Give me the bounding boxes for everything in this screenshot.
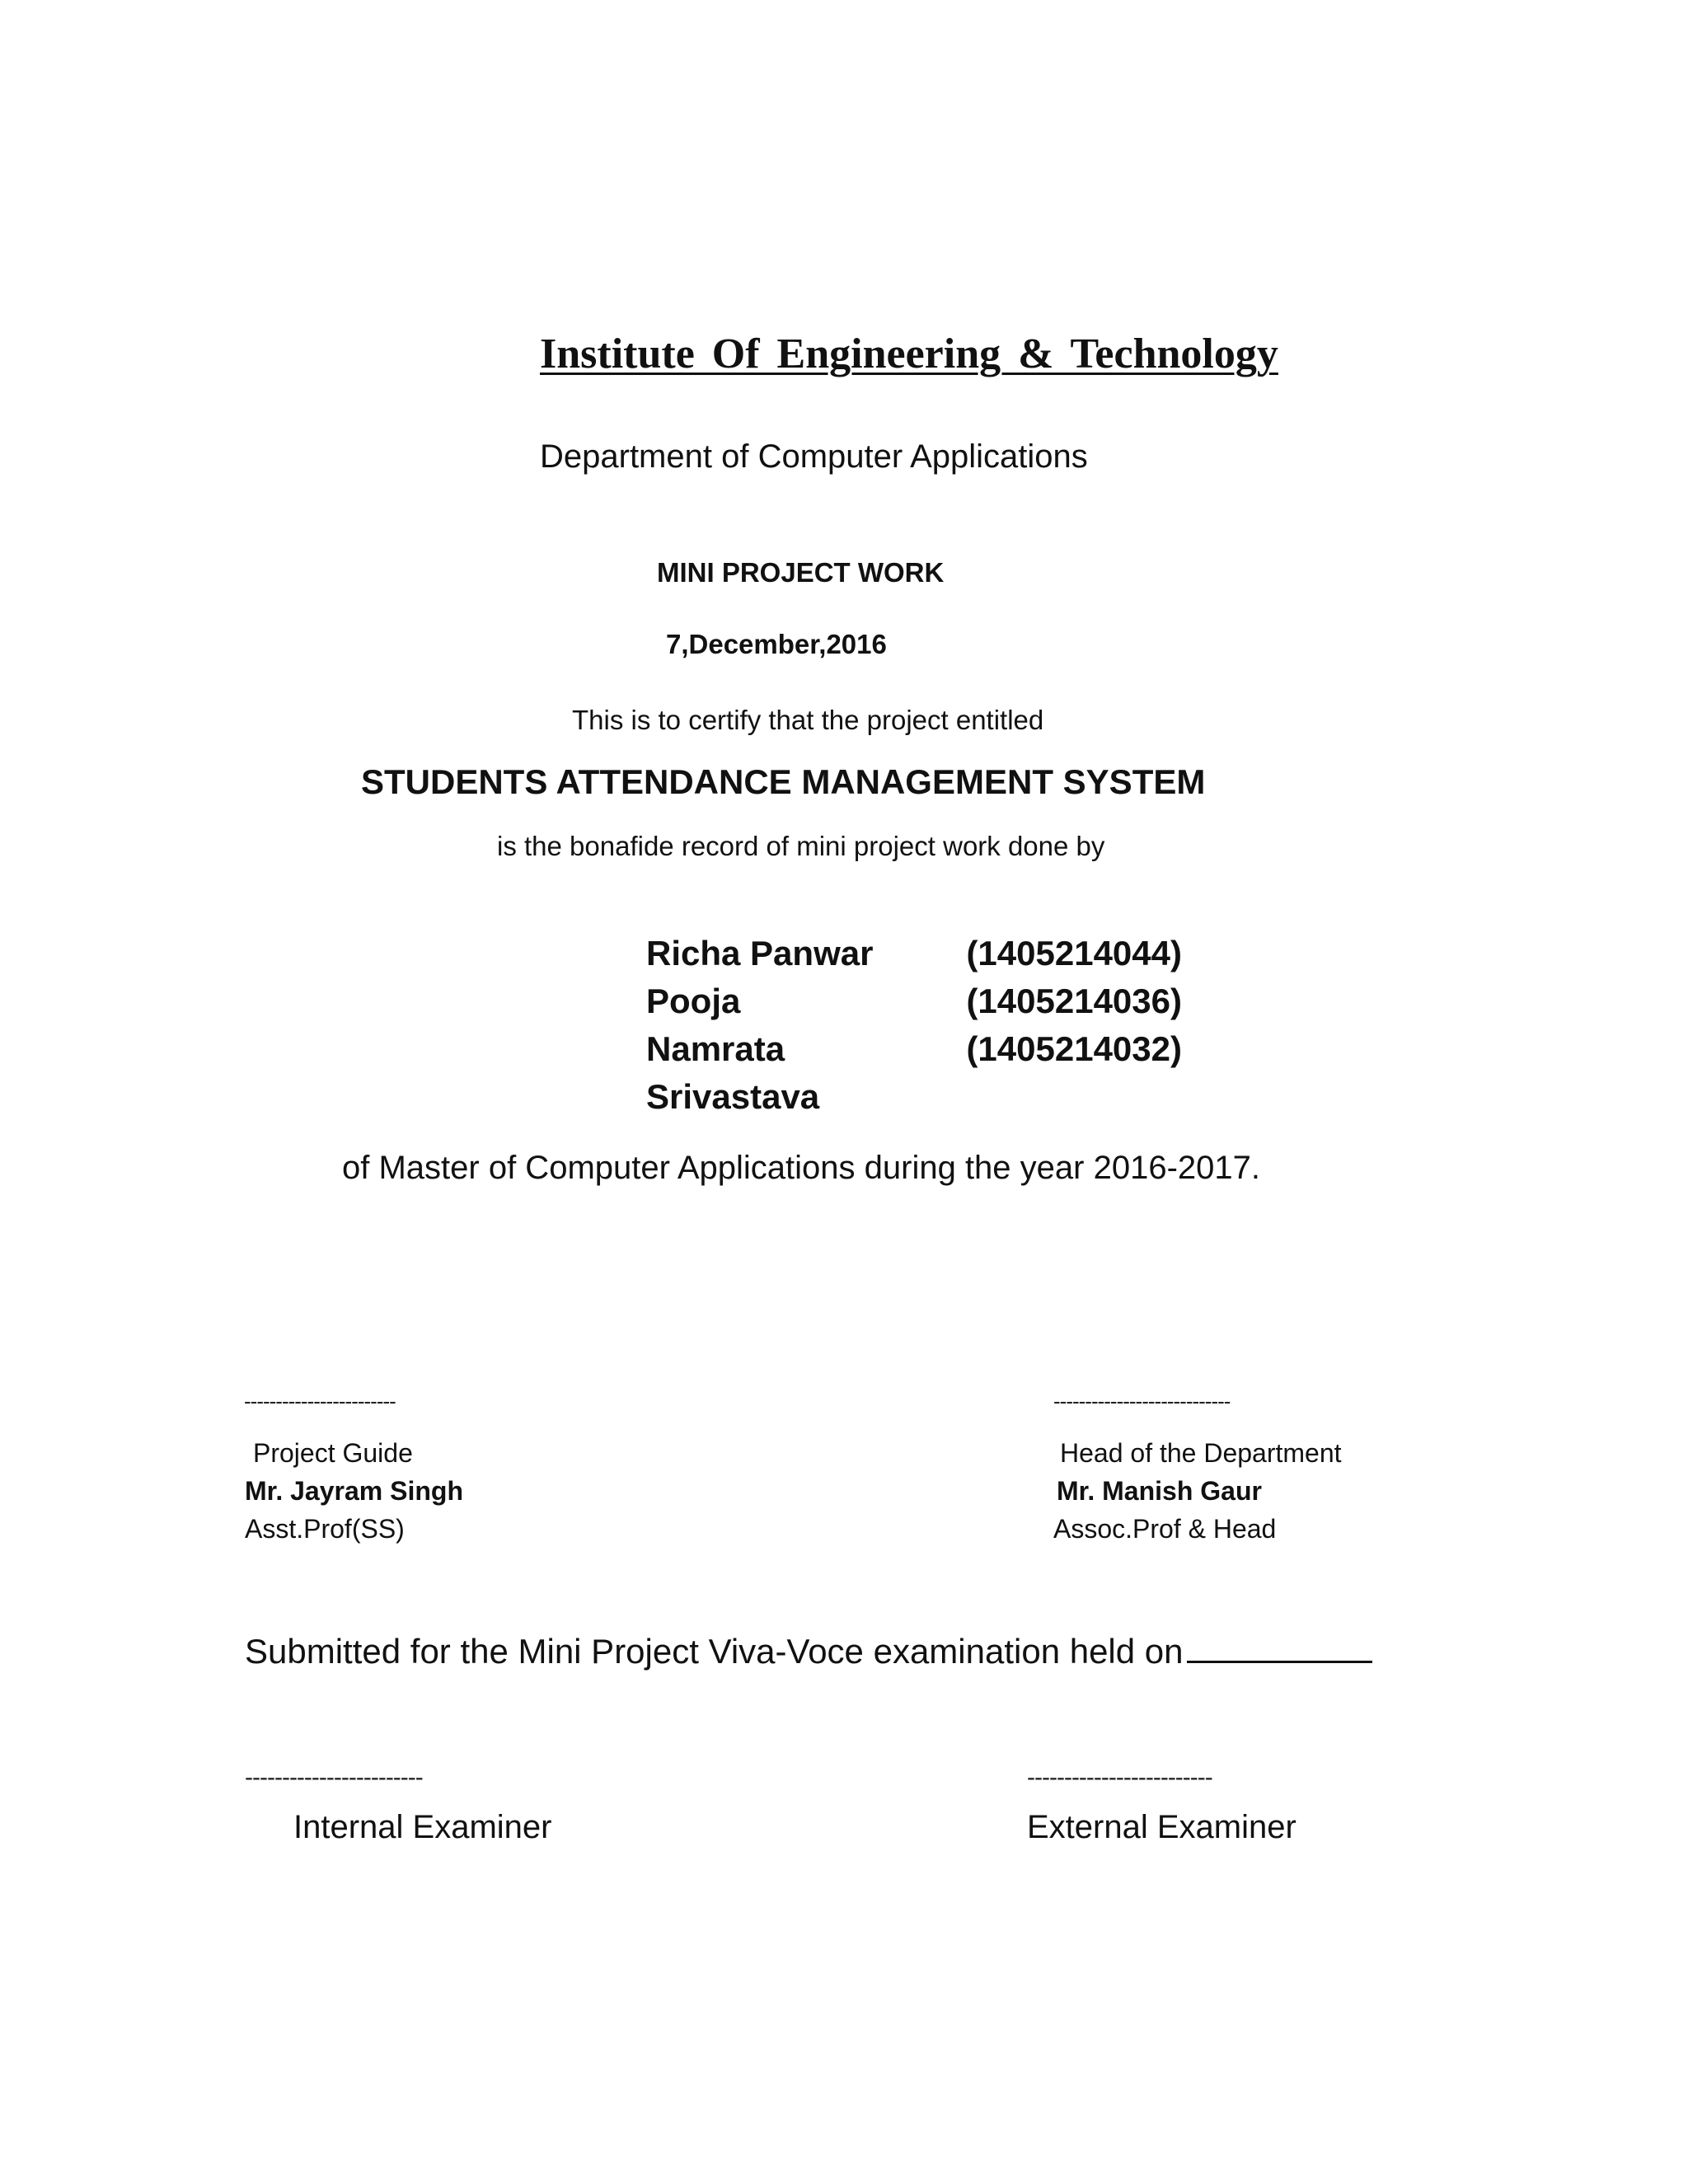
student-list bbox=[646, 930, 1182, 1116]
project-title: STUDENTS ATTENDANCE MANAGEMENT SYSTEM bbox=[361, 762, 1206, 801]
submission-statement bbox=[245, 1628, 1372, 1671]
guide-role: Project Guide bbox=[253, 1438, 413, 1468]
external-examiner-signature-line: ------------------------- bbox=[1027, 1764, 1212, 1791]
student-name: Namrata Srivastava bbox=[646, 1029, 820, 1116]
hod-name: Mr. Manish Gaur bbox=[1057, 1476, 1262, 1506]
hod-signature-block bbox=[1053, 1434, 1342, 1548]
internal-examiner-label: Internal Examiner bbox=[293, 1809, 552, 1845]
department-name: Department of Computer Applications bbox=[540, 438, 1088, 475]
guide-signature-line: ------------------------ bbox=[244, 1389, 396, 1413]
student-roll: (1405214044) bbox=[966, 934, 1182, 972]
degree-statement: of Master of Computer Applications during the year 2016-2017. bbox=[342, 1150, 1260, 1186]
internal-examiner-signature-line: ------------------------ bbox=[245, 1764, 423, 1791]
student-name: Richa Panwar bbox=[646, 934, 874, 972]
bonafide-statement: is the bonafide record of mini project work done by bbox=[497, 831, 1105, 861]
student-roll: (1405214032) bbox=[966, 1029, 1182, 1068]
institute-name: Institute Of Engineering & Technology bbox=[540, 330, 1278, 377]
guide-signature-block bbox=[245, 1434, 463, 1548]
external-examiner-label: External Examiner bbox=[1027, 1809, 1296, 1845]
project-type: MINI PROJECT WORK bbox=[657, 557, 945, 588]
student-row bbox=[646, 977, 1182, 1025]
hod-designation: Assoc.Prof & Head bbox=[1053, 1514, 1277, 1544]
guide-name: Mr. Jayram Singh bbox=[245, 1476, 463, 1506]
guide-designation: Asst.Prof(SS) bbox=[245, 1514, 405, 1544]
hod-role: Head of the Department bbox=[1060, 1438, 1342, 1468]
certificate-date: 7,December,2016 bbox=[666, 629, 887, 659]
student-name: Pooja bbox=[646, 982, 741, 1020]
submission-text: Submitted for the Mini Project Viva-Voce examination held on bbox=[245, 1632, 1184, 1671]
hod-signature-line: ---------------------------- bbox=[1053, 1389, 1231, 1413]
certify-statement: This is to certify that the project entitled bbox=[572, 705, 1044, 735]
exam-date-blank bbox=[1187, 1628, 1372, 1663]
student-row bbox=[646, 930, 1182, 977]
student-row bbox=[646, 1025, 1182, 1116]
student-roll: (1405214036) bbox=[966, 982, 1182, 1020]
